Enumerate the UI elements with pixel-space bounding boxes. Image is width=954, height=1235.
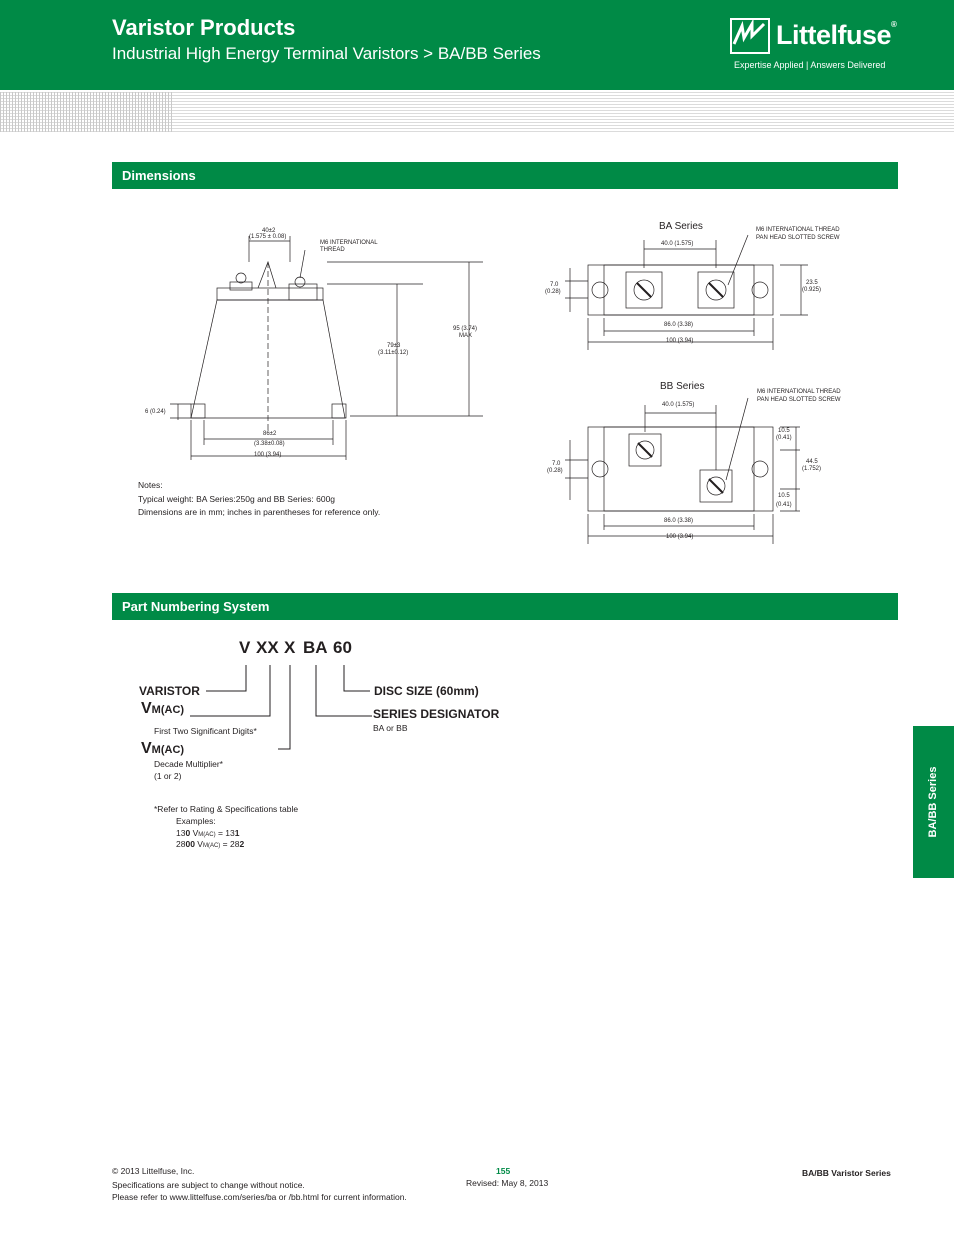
thread-label-1: M6 INTERNATIONAL (320, 240, 378, 246)
part-code-xx: XX (256, 638, 279, 657)
page-number: 155 (496, 1166, 511, 1176)
ba-series-title: BA Series (659, 221, 703, 232)
vm-multiplier-desc: Decade Multiplier* (154, 759, 223, 769)
bb-thread-2: PAN HEAD SLOTTED SCREW (757, 397, 841, 403)
page-header (0, 0, 954, 90)
bb-dim-left-2: (0.28) (547, 468, 563, 474)
logo-mark-icon (730, 18, 770, 54)
dim-width-86: 86±2 (263, 431, 277, 437)
part-numbering-heading: Part Numbering System (112, 593, 898, 620)
logo-text: Littelfuse (776, 20, 892, 50)
part-code-ba: BA (303, 638, 328, 657)
dim-height-79: 79±3 (387, 343, 401, 349)
dim-base: 6 (0.24) (145, 409, 166, 415)
bb-series-title: BB Series (660, 381, 705, 392)
dim-width-top-in: (1.575 ± 0.08) (249, 234, 287, 240)
series-designator-desc: BA or BB (373, 723, 408, 733)
example-1: 130 VM(AC) = 131 (176, 828, 240, 838)
dim-height-95: 95 (3.74) (453, 326, 478, 332)
vm-digits-label: VM(AC) (141, 700, 185, 717)
logo-tagline: Expertise Applied | Answers Delivered (734, 60, 886, 70)
thread-label-2: THREAD (320, 247, 345, 253)
varistor-label: VARISTOR (139, 684, 200, 698)
footer-copyright: © 2013 Littelfuse, Inc. (112, 1166, 195, 1176)
notes-weight: Typical weight: BA Series:250g and BB Series: 600g (138, 494, 336, 504)
bb-dim-r2-1: 44.5 (806, 459, 818, 465)
side-tab (913, 726, 954, 878)
page-title: Varistor Products (112, 15, 296, 40)
part-code-60: 60 (333, 638, 352, 657)
footer-refer: Please refer to www.littelfuse.com/series/ba or /bb.html for current information. (112, 1192, 407, 1202)
bb-dim-r2-2: (1.752) (802, 466, 822, 472)
bb-dim-r3-2: (0.41) (776, 502, 792, 508)
examples-heading: Examples: (176, 816, 216, 826)
dim-width-86-in: (3.38±0.08) (254, 441, 285, 447)
vm-multiplier-label: VM(AC) (141, 740, 185, 757)
bb-dim-r1-1: 10.5 (778, 428, 790, 434)
part-code-v: V (239, 638, 251, 657)
bb-dim-r1-2: (0.41) (776, 435, 792, 441)
notes-heading: Notes: (138, 480, 163, 490)
dim-width-100: 100 (3.94) (254, 452, 282, 458)
refer-note: *Refer to Rating & Specifications table (154, 804, 299, 814)
page-subtitle: Industrial High Energy Terminal Varistors > BA/BB Series (112, 44, 541, 63)
bb-dim-40: 40.0 (1.575) (662, 402, 695, 408)
footer-spec-notice: Specifications are subject to change without notice. (112, 1180, 305, 1190)
ba-dim-86: 86.0 (3.38) (664, 322, 694, 328)
bb-dim-left-1: 7.0 (552, 461, 561, 467)
ba-dim-100: 100 (3.94) (666, 338, 694, 344)
ba-dim-left-2: (0.28) (545, 289, 561, 295)
example-2: 2800 VM(AC) = 282 (176, 839, 245, 849)
header-stripe-dots (0, 92, 172, 132)
ba-thread-2: PAN HEAD SLOTTED SCREW (756, 235, 840, 241)
dimensions-heading: Dimensions (112, 162, 898, 189)
vm-digits-desc: First Two Significant Digits* (154, 726, 257, 736)
bb-dim-r3-1: 10.5 (778, 493, 790, 499)
dim-height-95-max: MAX (459, 333, 473, 339)
dim-width-top: 40±2 (262, 228, 276, 234)
littelfuse-logo (730, 18, 900, 78)
ba-thread-1: M6 INTERNATIONAL THREAD (756, 227, 840, 233)
part-code-x: X (284, 638, 296, 657)
dim-height-79-in: (3.11±0.12) (378, 350, 409, 356)
series-designator-label: SERIES DESIGNATOR (373, 707, 500, 721)
side-tab-label: BA/BB Series (927, 766, 939, 838)
footer-revised: Revised: May 8, 2013 (466, 1178, 549, 1188)
bb-dim-86: 86.0 (3.38) (664, 518, 694, 524)
disc-size-label: DISC SIZE (60mm) (374, 684, 479, 698)
ba-dim-right-1: 23.5 (806, 280, 818, 286)
footer-series: BA/BB Varistor Series (802, 1168, 891, 1178)
vm-multiplier-range: (1 or 2) (154, 771, 182, 781)
logo-registered: ® (891, 20, 897, 29)
bb-thread-1: M6 INTERNATIONAL THREAD (757, 389, 841, 395)
ba-dim-40: 40.0 (1.575) (661, 241, 694, 247)
ba-dim-right-2: (0.925) (802, 287, 822, 293)
notes-units: Dimensions are in mm; inches in parentheses for reference only. (138, 507, 381, 517)
ba-dim-left-1: 7.0 (550, 282, 559, 288)
bb-dim-100: 100 (3.94) (666, 534, 694, 540)
